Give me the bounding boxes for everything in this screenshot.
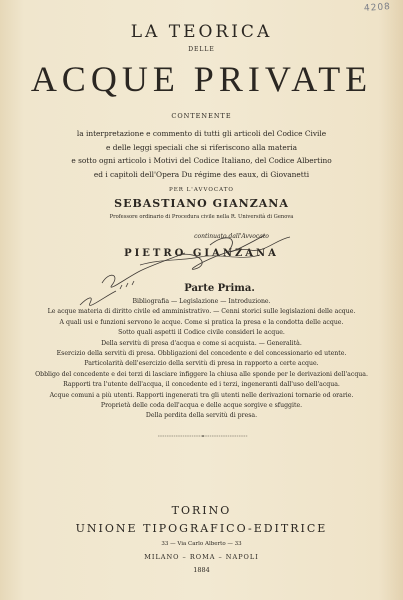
ornamental-divider	[113, 435, 293, 437]
main-title: ACQUE PRIVATE	[30, 59, 373, 99]
pencil-catalog-mark: 4208	[363, 2, 392, 14]
title-line-1: LA TEORICA	[130, 22, 273, 42]
continuation-label: continuato dall'Avvocato	[194, 233, 269, 240]
publisher-address: 33 — Via Carlo Alberto — 33	[161, 541, 242, 547]
contents-line: Bibliografia — Legislazione — Introduzione.	[132, 298, 271, 305]
table-of-contents	[0, 297, 403, 422]
branch-cities: MILANO – ROMA – NAPOLI	[144, 553, 259, 561]
contents-line: Le acque materia di diritto civile ed amministrativo. — Cenni storici sulle legislazioni delle acque.	[47, 308, 356, 316]
contents-line: Della perdita della servitù di presa.	[145, 412, 258, 420]
contents-line: Acque comuni a più utenti. Rapporti ingenerati tra gli utenti nelle derivazioni tornarie od orarie.	[49, 391, 354, 399]
author-title: Professore ordinario di Procedura civile nella R. Università di Genova	[109, 214, 294, 220]
contents-line: Particolarità dell'esercizio della servitù di presa in rapporto a certe acque.	[84, 360, 319, 368]
contents-line: Sotto quali aspetti il Codice civile consideri le acque.	[118, 329, 285, 337]
per-avvocato-label: PER L'AVVOCATO	[169, 187, 234, 193]
publisher-name: UNIONE TIPOGRAFICO-EDITRICE	[75, 522, 328, 535]
subtitle-description	[0, 127, 403, 181]
publication-city: TORINO	[171, 504, 232, 517]
description-line: ed i capitoli dell'Opera Du régime des eaux, di Giovanetti	[93, 169, 310, 179]
contenente-label: CONTENENTE	[171, 112, 232, 120]
contents-line: A quali usi e funzioni servono le acque. Come si pratica la presa e la condotta delle acque.	[59, 318, 344, 326]
publication-year: 1884	[193, 566, 210, 574]
description-line: e sotto ogni articolo i Motivi del Codice Italiano, del Codice Albertino	[71, 156, 332, 165]
contents-line: Esercizio della servitù di presa. Obbligazioni del concedente e del concessionario ed utente.	[56, 350, 347, 358]
contents-line: Proprietà delle coda dell'acqua e delle acque sorgive e sfuggite.	[100, 402, 303, 410]
title-connector: DELLE	[188, 46, 215, 53]
part-title: Parte Prima.	[184, 283, 255, 294]
author-name: SEBASTIANO GIANZANA	[114, 197, 289, 210]
contents-line: Obbligo del concedente e dei terzi di lasciare infiggere la chiusa alle sponde per le derivazioni dell'acqua.	[35, 370, 368, 378]
description-line: la interpretazione e commento di tutti gli articoli del Codice Civile	[76, 129, 327, 138]
coauthor-name: PIETRO GIANZANA	[124, 248, 279, 259]
description-line: e delle leggi speciali che si riferiscono alla materia	[106, 142, 297, 152]
contents-line: Della servitù di presa d'acqua e come si acquista. — Generalità.	[101, 339, 302, 347]
contents-line: Rapporti tra l'utente dell'acqua, il concedente ed i terzi, ingeneranti dall'uso dell'acqua.	[63, 381, 340, 389]
